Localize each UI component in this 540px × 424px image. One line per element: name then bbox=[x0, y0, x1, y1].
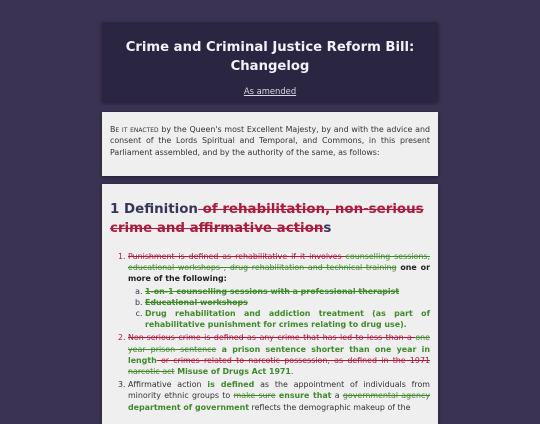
clause-2-deleted-green-2: narcotic act bbox=[128, 367, 175, 377]
clause-2-tail: . bbox=[290, 367, 294, 377]
clause-3-text-2: as the appointment of individuals from minority ethnic groups to bbox=[128, 380, 430, 401]
section-heading-suffix: s bbox=[323, 221, 332, 236]
clause-3-deleted-2: governmental agency bbox=[342, 391, 431, 401]
enacting-text: by the Queen's most Excellent Majesty, by and with the advice and consent of the Lords Spiritual and Temporal, and Commons, in this present Parliament assembled, and by the authority of the same, as follows: bbox=[110, 125, 430, 157]
clause-2-deleted-red-1: Non-serious crime is defined as any crime that has led to less than a bbox=[128, 333, 416, 343]
clause-1c-text: Drug rehabilitation and addiction treatment (as part of rehabilitative punishment for crimes relating to drug use). bbox=[145, 309, 430, 330]
clause-3-text-4: a bbox=[331, 391, 343, 401]
clause-1c bbox=[145, 308, 430, 330]
clause-1-sublist bbox=[128, 286, 430, 331]
clause-2-inserted-1: a prison sentence shorter than one year in length bbox=[128, 344, 430, 365]
clause-1b bbox=[145, 297, 430, 308]
clause-2-inserted-2: Misuse of Drugs Act 1971 bbox=[174, 367, 291, 377]
clause-3-text-1: Affirmative action bbox=[128, 380, 208, 390]
page-title: Crime and Criminal Justice Reform Bill: Changelog bbox=[125, 40, 415, 74]
section-word: Definition bbox=[124, 202, 198, 217]
clause-3-text-6: reflects the demographic makeup of the bbox=[248, 402, 411, 412]
clause-1b-text: Educational workshops bbox=[145, 297, 248, 307]
section-number: 1 bbox=[110, 202, 120, 217]
clause-3-inserted-2: ensure that bbox=[278, 391, 332, 401]
clause-3-deleted-1: make sure bbox=[233, 391, 276, 401]
clause-2-deleted-red-2: or crimes related to narcotic possession, as defined in the 1971 bbox=[156, 355, 430, 365]
clause-1-deleted-green: counselling sessions, educational workshops , drug rehabilitation and technical training bbox=[128, 252, 430, 273]
as-amended-link[interactable]: As amended bbox=[243, 86, 297, 96]
clause-2 bbox=[128, 332, 430, 377]
enacting-clause-card bbox=[102, 112, 438, 176]
enacting-clause bbox=[110, 124, 430, 158]
section-heading-deleted: of rehabilitation, non-serious crime and affirmative action bbox=[110, 202, 424, 236]
section-card bbox=[102, 184, 438, 424]
clause-3-inserted-1: is defined bbox=[207, 380, 255, 390]
clause-1-inserted: one or more of the following: bbox=[128, 263, 430, 284]
clause-3-inserted-3: department of government bbox=[128, 402, 249, 412]
clause-3 bbox=[128, 379, 430, 413]
clause-1-deleted-red: Punishment is defined as rehabilitative if it involves bbox=[128, 252, 346, 261]
clause-1a bbox=[145, 286, 430, 297]
clause-2-deleted-green-1: one year prison sentence bbox=[128, 333, 430, 354]
enacting-smallcaps: Be it enacted bbox=[110, 125, 159, 134]
header-card bbox=[102, 22, 438, 102]
clause-1 bbox=[128, 251, 430, 330]
clause-list bbox=[102, 251, 430, 413]
section-heading bbox=[110, 200, 430, 238]
clause-1a-text: 1-on-1 counselling sessions with a professional therapist bbox=[145, 286, 400, 296]
